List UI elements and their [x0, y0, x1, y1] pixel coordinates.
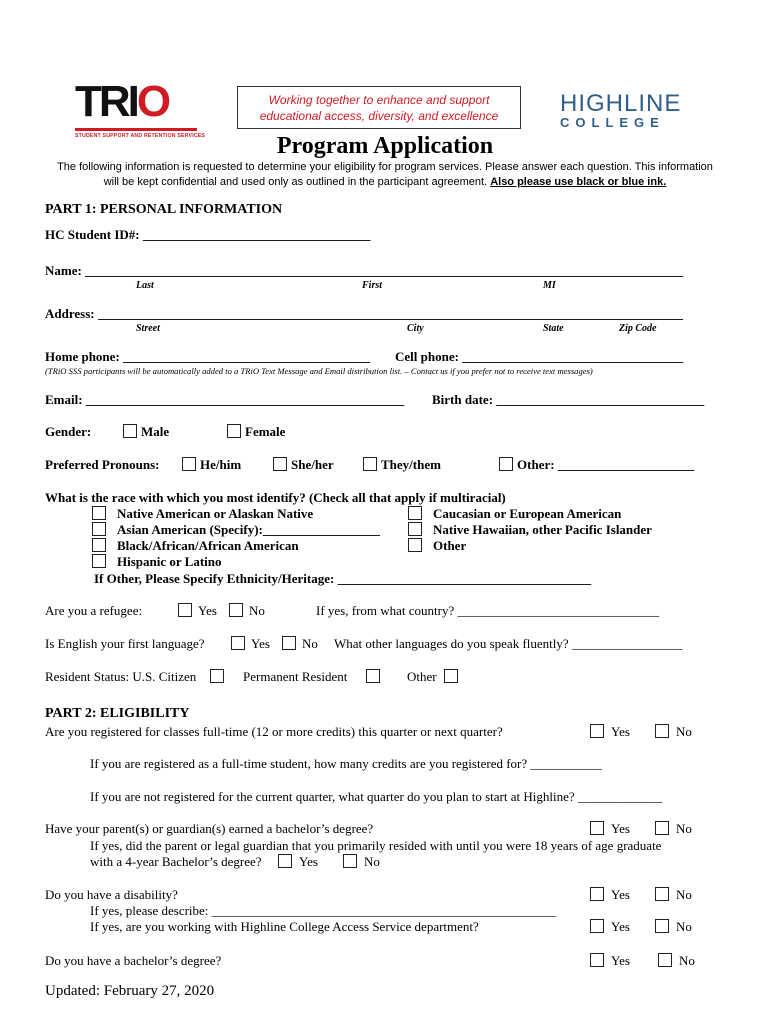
disability-yes-checkbox[interactable] — [590, 887, 604, 901]
parents-degree-no-checkbox[interactable] — [655, 821, 669, 835]
name-sub-last: Last — [136, 280, 154, 291]
trio-logo-bar — [75, 128, 197, 131]
pronoun-she-checkbox[interactable] — [273, 457, 287, 471]
parent-bachelor-yes-checkbox[interactable] — [278, 854, 292, 868]
access-service-no-label: No — [676, 919, 692, 934]
pronoun-they-label: They/them — [381, 457, 441, 472]
pronoun-he-label: He/him — [200, 457, 242, 472]
name-line: ____________________________________________________________________________________________ — [85, 263, 684, 278]
pronoun-they-checkbox[interactable] — [363, 457, 377, 471]
permanent-resident-label: Permanent Resident — [243, 669, 348, 684]
email-field[interactable]: Email: _________________________________________________ — [45, 392, 405, 407]
access-service-yes-checkbox[interactable] — [590, 919, 604, 933]
fulltime-yes-label: Yes — [611, 724, 630, 739]
motto-box — [237, 86, 521, 129]
parent-detail-question-2: with a 4-year Bachelor’s degree? — [90, 854, 262, 869]
name-label: Name: — [45, 263, 86, 278]
access-service-no-checkbox[interactable] — [655, 919, 669, 933]
intro-ink-note: Also please use black or blue ink. — [490, 176, 667, 188]
disability-yes-label: Yes — [611, 887, 630, 902]
gender-female-checkbox[interactable] — [227, 424, 241, 438]
address-sub-street: Street — [136, 323, 160, 334]
intro-line-2-text: will be kept confidential and used only as outlined in the participant agreement. — [103, 176, 491, 188]
trio-logo-text: TRIO — [75, 77, 169, 126]
parents-degree-yes-label: Yes — [611, 821, 630, 836]
gender-female-label: Female — [245, 424, 286, 439]
parents-degree-no-label: No — [676, 821, 692, 836]
gender-male-checkbox[interactable] — [123, 424, 137, 438]
bachelor-question: Do you have a bachelor’s degree? — [45, 953, 222, 968]
address-sub-state: State — [543, 323, 564, 334]
disability-no-label: No — [676, 887, 692, 902]
pronouns-label: Preferred Pronouns: — [45, 457, 160, 472]
parents-degree-question: Have your parent(s) or guardian(s) earned a bachelor’s degree? — [45, 821, 374, 836]
home-phone-field[interactable]: Home phone: ______________________________________ — [45, 349, 370, 364]
gender-label: Gender: — [45, 424, 92, 439]
disability-no-checkbox[interactable] — [655, 887, 669, 901]
address-label: Address: — [45, 306, 98, 321]
parent-bachelor-no-label: No — [364, 854, 380, 869]
refugee-yes-label: Yes — [198, 603, 217, 618]
access-service-yes-label: Yes — [611, 919, 630, 934]
pronoun-other-checkbox[interactable] — [499, 457, 513, 471]
pronoun-he-checkbox[interactable] — [182, 457, 196, 471]
refugee-no-label: No — [249, 603, 265, 618]
resident-other-label: Other — [407, 669, 437, 684]
start-quarter-field[interactable]: If you are not registered for the current quarter, what quarter do you plan to start at Highline? _____________ — [90, 789, 663, 804]
race-black-checkbox[interactable] — [92, 538, 106, 552]
resident-other-checkbox[interactable] — [444, 669, 458, 683]
race-hawaiian-checkbox[interactable] — [408, 522, 422, 536]
parents-degree-yes-checkbox[interactable] — [590, 821, 604, 835]
fulltime-no-label: No — [676, 724, 692, 739]
name-sub-mi: MI — [543, 280, 556, 291]
updated-date: Updated: February 27, 2020 — [45, 983, 215, 999]
address-sub-zip: Zip Code — [619, 323, 657, 334]
pronoun-she-label: She/her — [291, 457, 334, 472]
intro-line-1: The following information is requested to determine your eligibility for program services. Please answer each question. This information — [57, 161, 713, 173]
cell-phone-field[interactable]: Cell phone: __________________________________ — [395, 349, 684, 364]
refugee-yes-checkbox[interactable] — [178, 603, 192, 617]
english-yes-checkbox[interactable] — [231, 636, 245, 650]
race-asian-american-field[interactable]: Asian American (Specify):__________________ — [117, 522, 380, 537]
refugee-no-checkbox[interactable] — [229, 603, 243, 617]
page-title: Program Application — [276, 133, 494, 159]
gender-male-label: Male — [141, 424, 170, 439]
race-other-checkbox[interactable] — [408, 538, 422, 552]
bachelor-no-label: No — [679, 953, 695, 968]
bachelor-yes-label: Yes — [611, 953, 630, 968]
name-sub-first: First — [362, 280, 383, 291]
race-question: What is the race with which you most identify? (Check all that apply if multiracial) — [45, 490, 506, 505]
motto-line-1: Working together to enhance and support — [268, 93, 490, 107]
parent-bachelor-no-checkbox[interactable] — [343, 854, 357, 868]
parent-detail-question: If yes, did the parent or legal guardian that you primarily resided with until you were 18 years of age graduate — [90, 838, 662, 853]
refugee-country-field[interactable]: If yes, from what country? _______________________________ — [316, 603, 660, 618]
disability-question: Do you have a disability? — [45, 887, 178, 902]
race-other-specify-field[interactable]: If Other, Please Specify Ethnicity/Heritage: _______________________________________ — [94, 571, 592, 586]
race-caucasian-checkbox[interactable] — [408, 506, 422, 520]
race-other-label: Other — [433, 538, 467, 553]
resident-status-label: Resident Status: U.S. Citizen — [45, 669, 197, 684]
disability-describe-field[interactable]: If yes, please describe: _____________________________________________________ — [90, 903, 557, 918]
fulltime-yes-checkbox[interactable] — [590, 724, 604, 738]
fulltime-question: Are you registered for classes full-time (12 or more credits) this quarter or next quarter? — [45, 724, 503, 739]
refugee-question: Are you a refugee: — [45, 603, 143, 618]
race-asian-american-checkbox[interactable] — [92, 522, 106, 536]
part2-heading: PART 2: ELIGIBILITY — [45, 706, 190, 721]
address-sub-city: City — [407, 323, 424, 334]
highline-logo-line-1: HIGHLINE — [560, 90, 682, 117]
permanent-resident-checkbox[interactable] — [366, 669, 380, 683]
parent-bachelor-yes-label: Yes — [299, 854, 318, 869]
english-question: Is English your first language? — [45, 636, 205, 651]
part1-heading: PART 1: PERSONAL INFORMATION — [45, 202, 283, 217]
student-id-field[interactable]: HC Student ID#: ___________________________________ — [45, 227, 371, 242]
languages-field[interactable]: What other languages do you speak fluently? _________________ — [334, 636, 683, 651]
english-no-label: No — [302, 636, 318, 651]
race-hispanic-label: Hispanic or Latino — [117, 554, 222, 569]
name-field[interactable] — [45, 263, 725, 279]
bachelor-yes-checkbox[interactable] — [590, 953, 604, 967]
trio-logo-subtitle: STUDENT SUPPORT AND RETENTION SERVICES — [75, 133, 206, 139]
birth-date-field[interactable]: Birth date: ________________________________ — [432, 392, 705, 407]
phone-note: (TRiO SSS participants will be automatically added to a TRiO Text Message and Email distribution list. – Contact us if you prefer not to receive text messages) — [45, 366, 593, 376]
fulltime-no-checkbox[interactable] — [655, 724, 669, 738]
race-caucasian-label: Caucasian or European American — [433, 506, 622, 521]
address-field[interactable] — [45, 306, 722, 322]
motto-line-2: educational access, diversity, and excellence — [259, 109, 499, 123]
race-native-american-label: Native American or Alaskan Native — [117, 506, 314, 521]
highline-logo-line-2: COLLEGE — [560, 115, 665, 130]
english-yes-label: Yes — [251, 636, 270, 651]
highline-college-logo — [558, 90, 688, 134]
resident-citizen-checkbox[interactable] — [210, 669, 224, 683]
access-service-question: If yes, are you working with Highline College Access Service department? — [90, 919, 479, 934]
race-native-american-checkbox[interactable] — [92, 506, 106, 520]
english-no-checkbox[interactable] — [282, 636, 296, 650]
race-hawaiian-label: Native Hawaiian, other Pacific Islander — [433, 522, 652, 537]
bachelor-no-checkbox[interactable] — [658, 953, 672, 967]
intro-line-2 — [0, 176, 770, 188]
race-hispanic-checkbox[interactable] — [92, 554, 106, 568]
address-line: __________________________________________________________________________________________ — [97, 306, 683, 321]
race-black-label: Black/African/African American — [117, 538, 299, 553]
credits-field[interactable]: If you are registered as a full-time student, how many credits are you registered for? ___________ — [90, 756, 602, 771]
pronoun-other-field[interactable]: Other: _____________________ — [517, 457, 695, 472]
